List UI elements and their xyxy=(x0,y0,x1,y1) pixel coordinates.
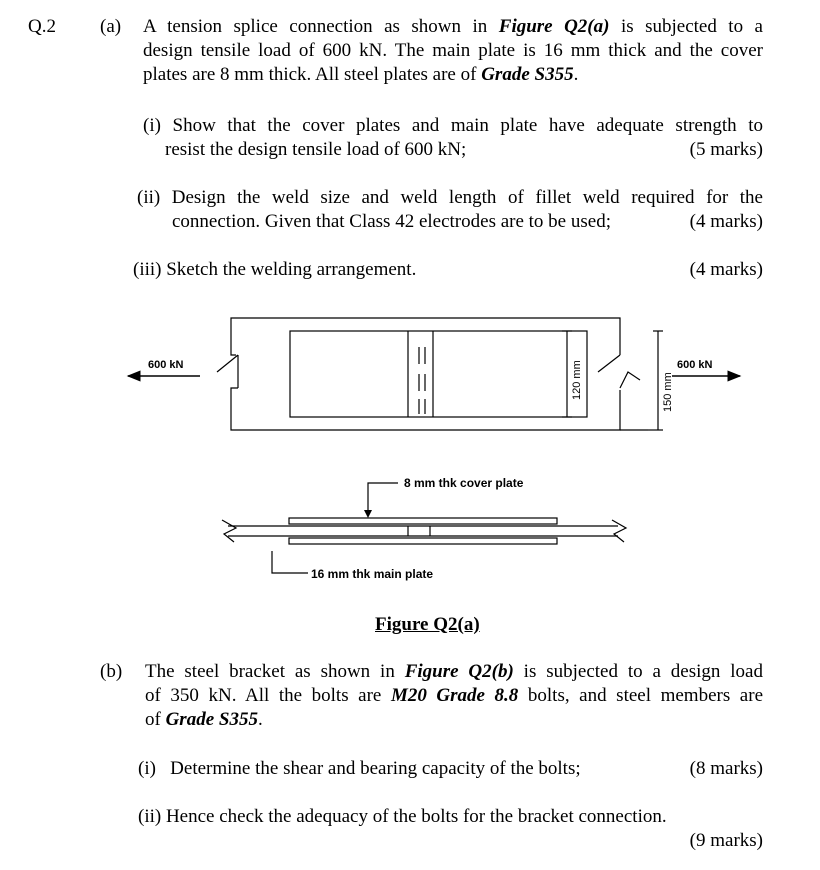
part-a-label: (a) xyxy=(100,16,122,37)
part-b-ii-marks: (9 marks) xyxy=(689,830,763,851)
cover-leader-arrow xyxy=(364,510,372,518)
main-plate-label: 16 mm thk main plate xyxy=(311,567,434,581)
part-a-i-marks: (5 marks) xyxy=(689,139,763,160)
figure-ref: Figure Q2(a) xyxy=(498,16,610,37)
part-b-line-3: of Grade S355. xyxy=(145,709,263,730)
dim-120-label: 120 mm xyxy=(571,360,583,400)
part-b-line-2: of 350 kN. All the bolts are M20 Grade 8.8 bolts, and steel members are xyxy=(145,685,763,706)
dim-150-label: 150 mm xyxy=(662,372,674,412)
part-b-i-line-1: (i) Determine the shear and bearing capacity of the bolts; xyxy=(138,758,581,779)
part-a-line-1: A tension splice connection as shown in Figure Q2(a) is subjected to a xyxy=(143,16,763,37)
part-b-label: (b) xyxy=(100,661,123,682)
part-a-ii-marks: (4 marks) xyxy=(689,211,763,232)
part-b-i-marks: (8 marks) xyxy=(689,758,763,779)
part-a-iii-marks: (4 marks) xyxy=(689,259,763,280)
part-a-i-line-1: (i) Show that the cover plates and main plate have adequate strength to xyxy=(143,115,763,136)
plan-view xyxy=(217,318,663,430)
part-a-i-line-2: resist the design tensile load of 600 kN; xyxy=(165,139,467,160)
part-a-ii-line-1: (ii) Design the weld size and weld length of fillet weld required for the xyxy=(137,187,763,208)
left-load-label: 600 kN xyxy=(148,359,184,371)
part-b-ii-line-1: (ii) Hence check the adequacy of the bolts for the bracket connection. xyxy=(138,806,667,827)
part-a-line-3: plates are 8 mm thick. All steel plates are of Grade S355. xyxy=(143,64,579,85)
question-number: Q.2 xyxy=(28,16,56,37)
right-load-label: 600 kN xyxy=(677,359,713,371)
cover-plate-label: 8 mm thk cover plate xyxy=(404,476,524,490)
part-a-line-2: design tensile load of 600 kN. The main plate is 16 mm thick and the cover xyxy=(143,40,763,61)
section-view xyxy=(222,483,626,573)
figure-caption: Figure Q2(a) xyxy=(375,614,480,635)
part-a-iii-line-1: (iii) Sketch the welding arrangement. xyxy=(133,259,417,280)
part-a-ii-line-2: connection. Given that Class 42 electrodes are to be used; xyxy=(172,211,611,232)
part-b-line-1: The steel bracket as shown in Figure Q2(b) is subjected to a design load xyxy=(145,661,763,682)
